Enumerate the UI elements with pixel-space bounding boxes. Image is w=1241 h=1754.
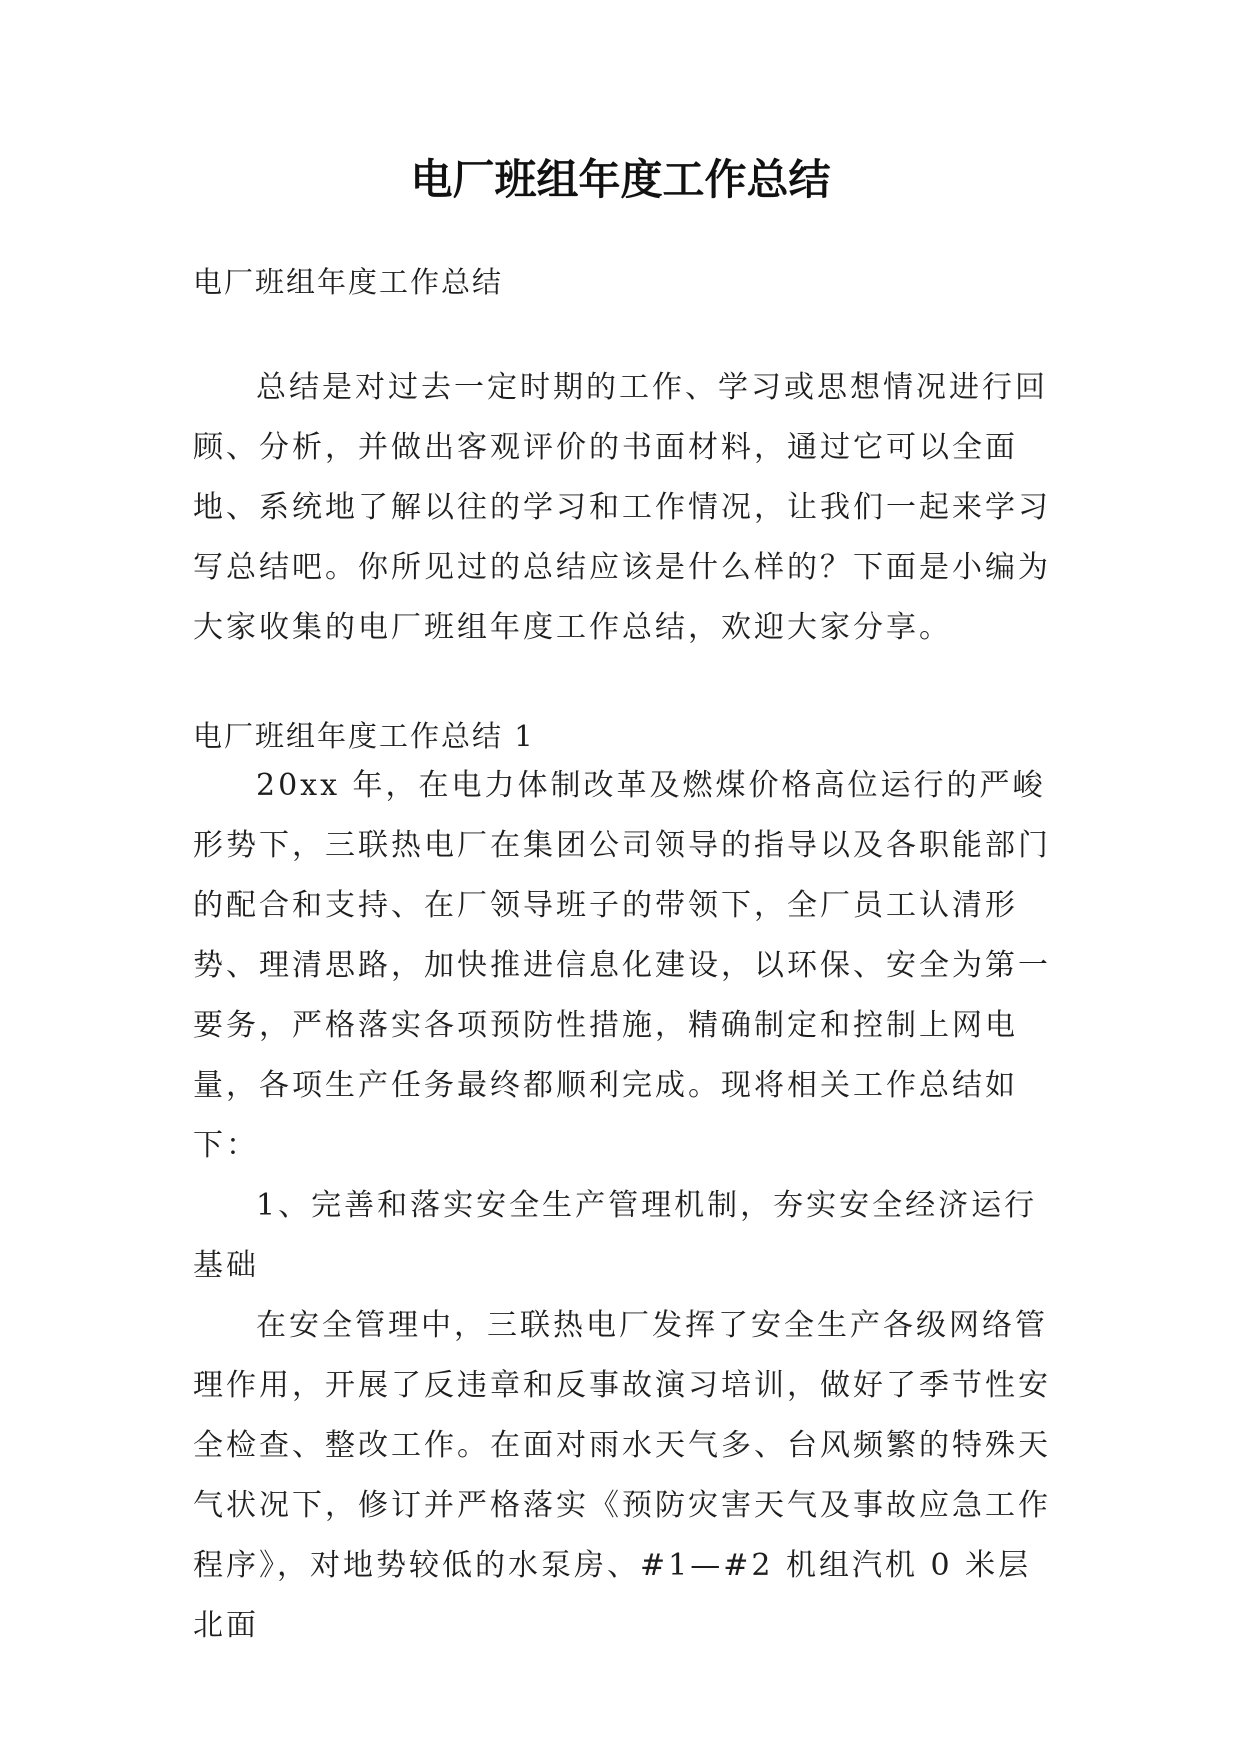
body-paragraph-2: 在安全管理中，三联热电厂发挥了安全生产各级网络管理作用，开展了反违章和反事故演习培训，做好了季节性安全检查、整改工作。在面对雨水天气多、台风频繁的特殊天气状况下，修订并严格落实《预防灾害天气及事故应急工作程序》，对地势较低的水泵房、#1—#2 机组汽机 0 米层北面 <box>193 1308 1051 1643</box>
document-subtitle: 电厂班组年度工作总结 <box>193 265 504 299</box>
document-title: 电厂班组年度工作总结 <box>410 155 831 204</box>
intro-paragraph: 总结是对过去一定时期的工作、学习或思想情况进行回顾、分析，并做出客观评价的书面材料，通过它可以全面地、系统地了解以往的学习和工作情况，让我们一起来学习写总结吧。你所见过的总结应该是什么样的？下面是小编为大家收集的电厂班组年度工作总结，欢迎大家分享。 <box>193 370 1051 645</box>
list-item-1: 1、完善和落实安全生产管理机制，夯实安全经济运行基础 <box>193 1188 1038 1283</box>
section-heading: 电厂班组年度工作总结 1 <box>193 719 535 753</box>
body-paragraph-1: 20xx 年，在电力体制改革及燃煤价格高位运行的严峻形势下，三联热电厂在集团公司领导的指导以及各职能部门的配合和支持、在厂领导班子的带领下，全厂员工认清形势、理清思路，加快推进信息化建设，以环保、安全为第一要务，严格落实各项预防性措施，精确制定和控制上网电量，各项生产任务最终都顺利完成。现将相关工作总结如下： <box>193 768 1051 1163</box>
